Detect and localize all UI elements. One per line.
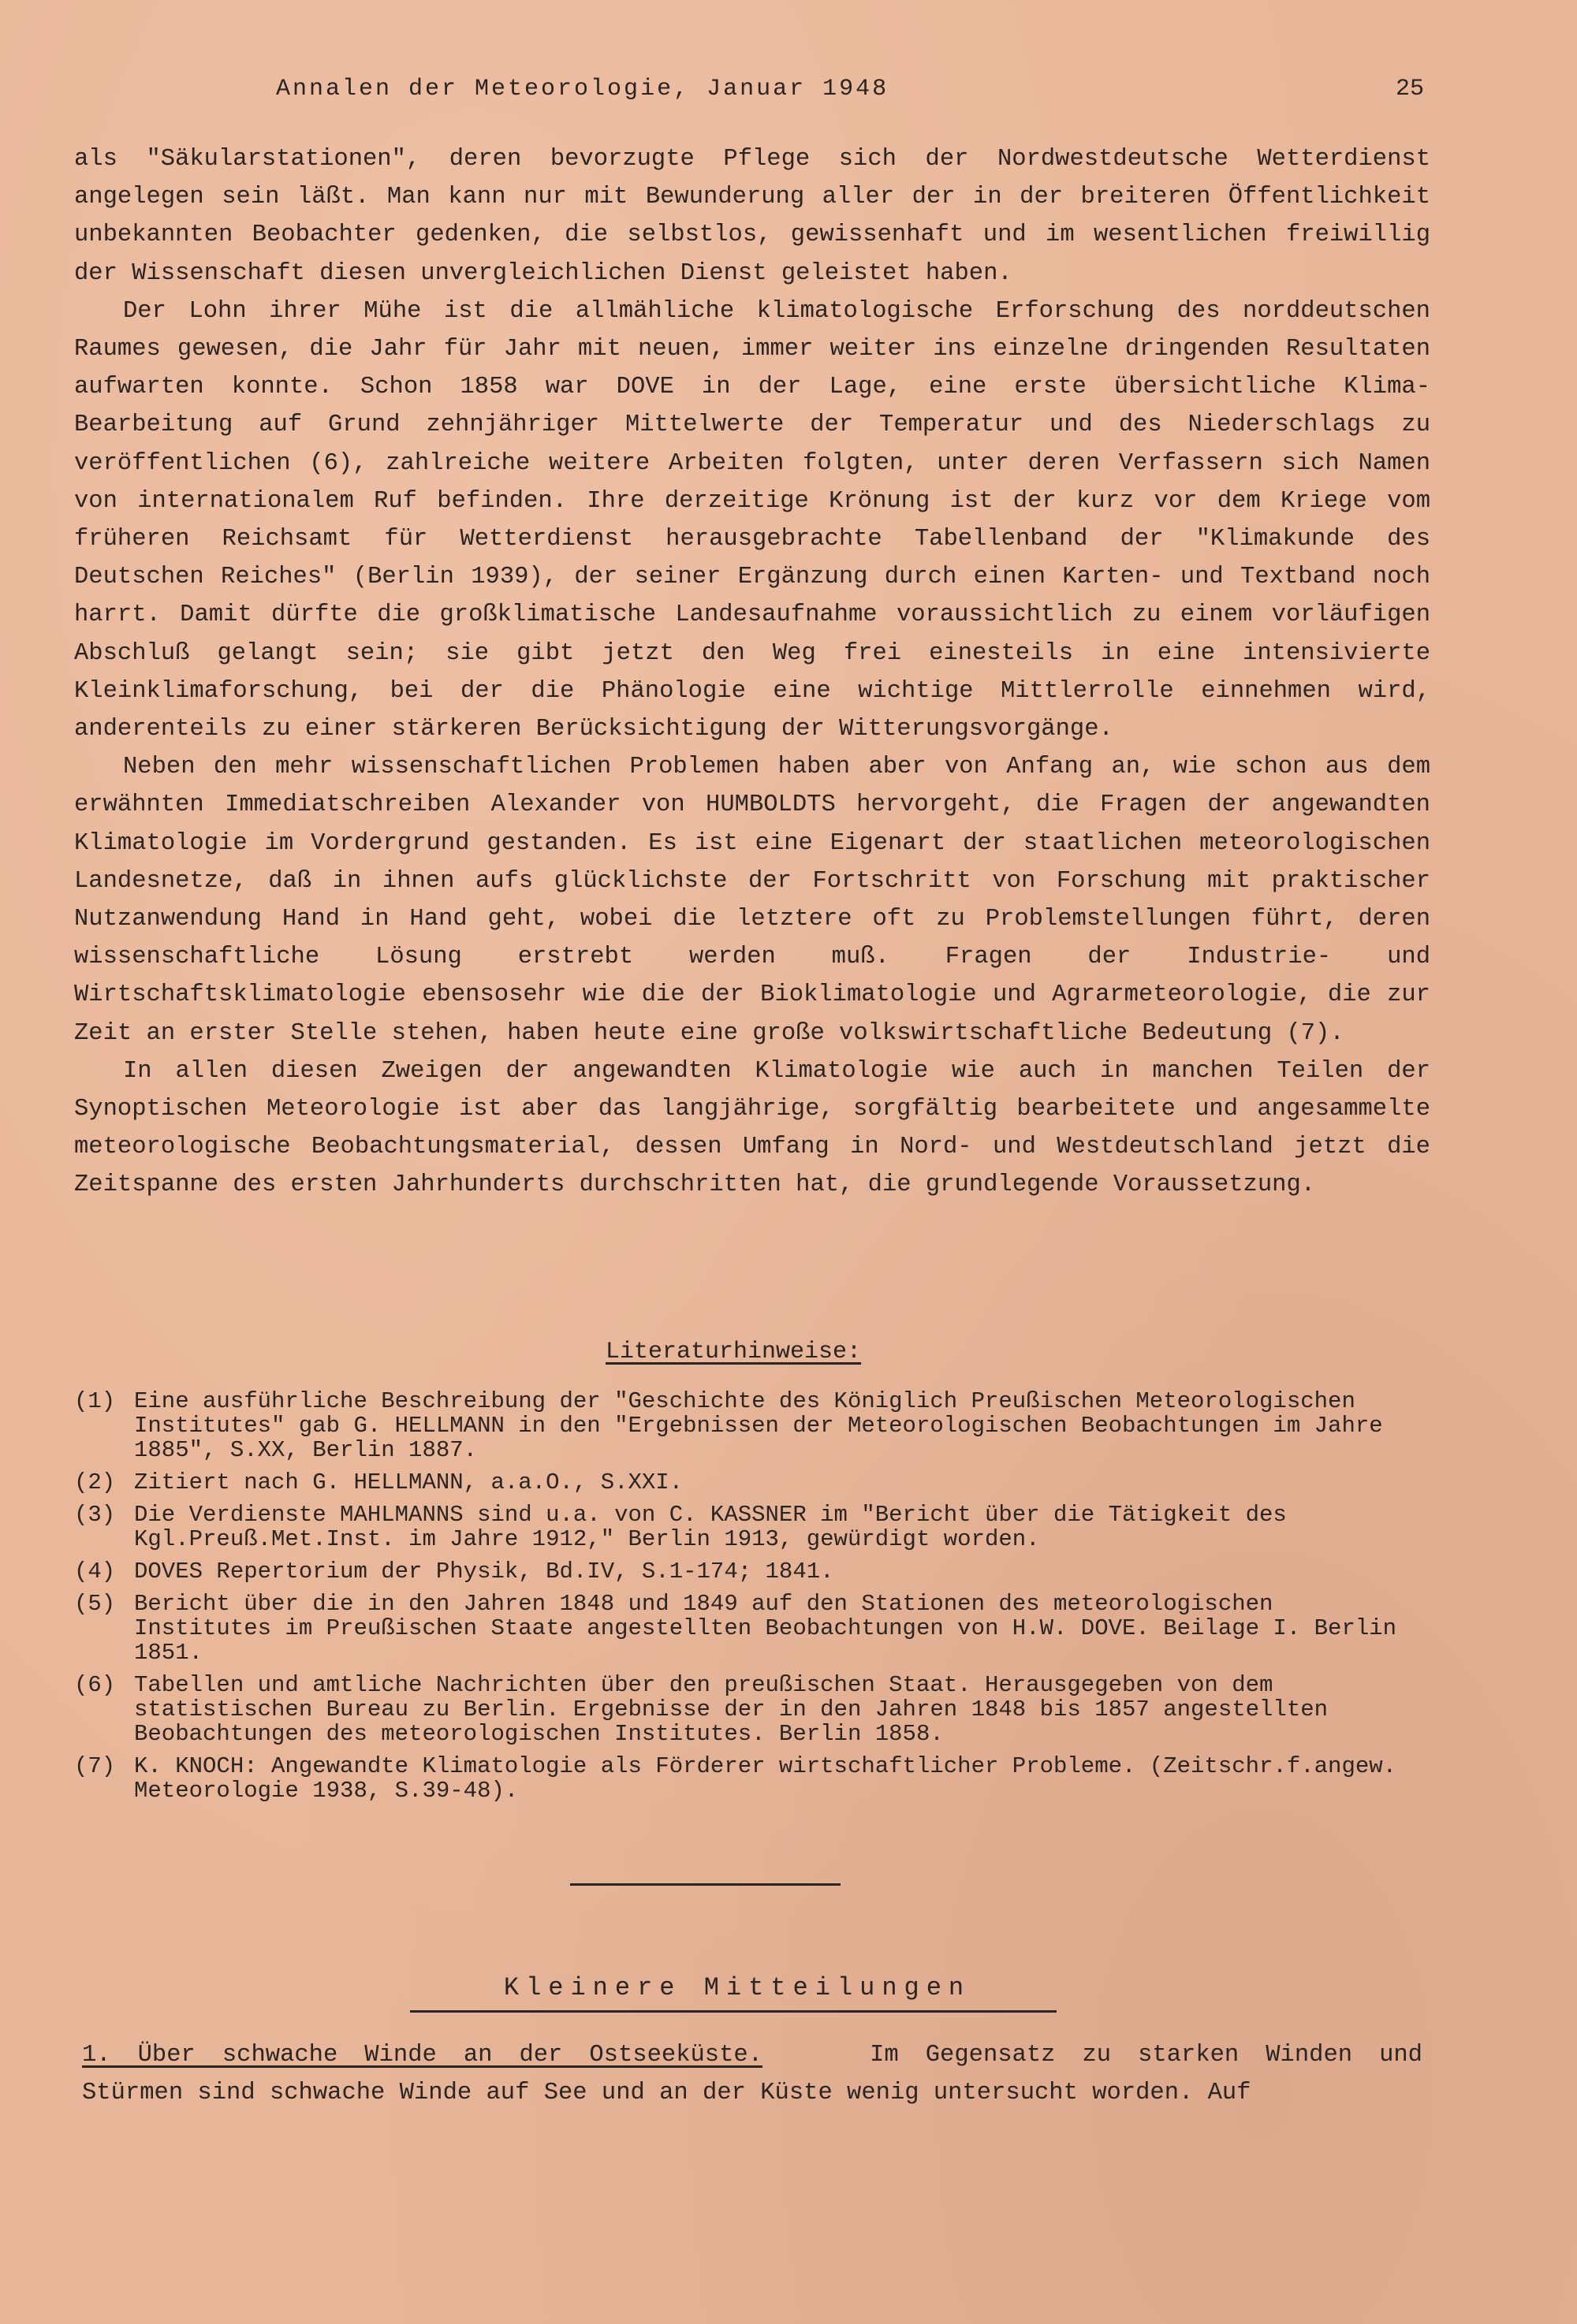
- reference-text: Eine ausführliche Beschreibung der "Geschichte des Königlich Preußischen Meteorologischen Institutes" gab G. HELLMANN in den "Ergebnissen der Meteorologischen Beobachtungen im Jahre 1885", S.XX, Berlin 1887.: [134, 1388, 1383, 1463]
- reference-number: (7): [74, 1753, 116, 1779]
- reference-number: (1): [74, 1388, 116, 1414]
- section-title-underline: [410, 2010, 1057, 2013]
- section-divider: [570, 1883, 841, 1886]
- reference-item: [74, 1470, 1415, 1495]
- news-item-text: Im Gegensatz zu starken Winden und: [870, 2042, 1422, 2069]
- reference-item: [74, 1673, 1415, 1746]
- running-header: Annalen der Meteorologie, Januar 1948: [276, 76, 889, 102]
- paragraph: Der Lohn ihrer Mühe ist die allmähliche klimatologische Erforschung des norddeutschen Raumes gewesen, die Jahr für Jahr mit neuen, immer weiter ins einzelne dringenden Resultaten aufwarten konnte. Schon 1858 war DOVE in der Lage, eine erste übersichtliche Klima-Bearbeitung auf Grund zehnjähriger Mittelwerte der Temperatur und des Niederschlags zu veröffentlichen (6), zahlreiche weitere Arbeiten folgten, unter deren Verfassern sich Namen von internationalem Ruf befinden. Ihre derzeitige Krönung ist der kurz vor dem Kriege vom früheren Reichsamt für Wetterdienst herausgebrachte Tabellenband der "Klimakunde des Deutschen Reiches" (Berlin 1939), der seiner Ergänzung durch einen Karten- und Textband noch harrt. Damit dürfte die großklimatische Landesaufnahme voraussichtlich zu einem vorläufigen Abschluß gelangt sein; sie gibt jetzt den Weg frei einesteils in eine intensivierte Kleinklimaforschung, bei der die Phänologie eine wichtige Mittlerrolle einnehmen wird, anderenteils zu einer stärkeren Berücksichtigung der Witterungsvorgänge.: [74, 297, 1430, 743]
- reference-number: (4): [74, 1559, 116, 1585]
- reference-text: Tabellen und amtliche Nachrichten über den preußischen Staat. Herausgegeben von dem statistischen Bureau zu Berlin. Ergebnisse der in den Jahren 1848 bis 1857 angestellten Beobachtungen des meteorologischen Institutes. Berlin 1858.: [134, 1672, 1329, 1747]
- paragraph: Neben den mehr wissenschaftlichen Problemen haben aber von Anfang an, wie schon aus dem erwähnten Immediatschreiben Alexander von HUMBOLDTS hervorgeht, die Fragen der angewandten Klimatologie im Vordergrund gestanden. Es ist eine Eigenart der staatlichen meteorologischen Landesnetze, daß in ihnen aufs glücklichste der Fortschritt von Forschung mit praktischer Nutzanwendung Hand in Hand geht, wobei die letztere oft zu Problemstellungen führt, deren wissenschaftliche Lösung erstrebt werden muß. Fragen der Industrie- und Wirtschaftsklimatologie ebensosehr wie die der Bioklimatologie und Agrarmeteorologie, die zur Zeit an erster Stelle stehen, haben heute eine große volkswirtschaftliche Bedeutung (7).: [74, 754, 1430, 1047]
- section-title: Kleinere Mitteilungen: [503, 1973, 971, 2002]
- article-body: [74, 140, 1430, 1205]
- reference-text: K. KNOCH: Angewandte Klimatologie als Förderer wirtschaftlicher Probleme. (Zeitschr.f.angew. Meteorologie 1938, S.39-48).: [134, 1753, 1397, 1804]
- paragraph: In allen diesen Zweigen der angewandten Klimatologie wie auch in manchen Teilen der Synoptischen Meteorologie ist aber das langjährige, sorgfältig bearbeitete und angesammelte meteorologische Beobachtungsmaterial, dessen Umfang in Nord- und Westdeutschland jetzt die Zeitspanne des ersten Jahrhunderts durchschritten hat, die grundlegende Voraussetzung.: [74, 1057, 1430, 1199]
- reference-item: [74, 1389, 1415, 1462]
- news-item: [82, 2036, 1422, 2112]
- reference-text: DOVES Repertorium der Physik, Bd.IV, S.1-174; 1841.: [134, 1559, 834, 1585]
- reference-number: (2): [74, 1469, 116, 1495]
- reference-item: [74, 1559, 1415, 1584]
- paragraph: als "Säkularstationen", deren bevorzugte Pflege sich der Nordwestdeutsche Wetterdienst angelegen sein läßt. Man kann nur mit Bewunderung aller der in der breiteren Öffentlichkeit unbekannten Beobachter gedenken, die selbstlos, gewissenhaft und im wesentlichen freiwillig der Wissenschaft diesen unvergleichlichen Dienst geleistet haben.: [74, 146, 1430, 287]
- reference-number: (3): [74, 1502, 116, 1528]
- news-item-text-continued: Stürmen sind schwache Winde auf See und an der Küste wenig untersucht worden. Auf: [82, 2080, 1251, 2107]
- news-item-heading: 1. Über schwache Winde an der Ostseeküste.: [82, 2042, 763, 2069]
- reference-number: (6): [74, 1672, 116, 1698]
- literature-heading: Literaturhinweise:: [605, 1339, 862, 1365]
- reference-item: [74, 1754, 1415, 1803]
- reference-item: [74, 1592, 1415, 1665]
- reference-list: [74, 1389, 1415, 1811]
- page-number: 25: [1396, 76, 1425, 102]
- reference-item: [74, 1503, 1415, 1551]
- reference-text: Die Verdienste MAHLMANNS sind u.a. von C. KASSNER im "Bericht über die Tätigkeit des Kgl.Preuß.Met.Inst. im Jahre 1912," Berlin 1913, gewürdigt worden.: [134, 1502, 1287, 1552]
- reference-text: Zitiert nach G. HELLMANN, a.a.O., S.XXI.: [134, 1469, 684, 1495]
- reference-text: Bericht über die in den Jahren 1848 und 1849 auf den Stationen des meteorologischen Institutes im Preußischen Staate angestellten Beobachtungen von H.W. DOVE. Beilage I. Berlin 1851.: [134, 1591, 1397, 1666]
- reference-number: (5): [74, 1591, 116, 1617]
